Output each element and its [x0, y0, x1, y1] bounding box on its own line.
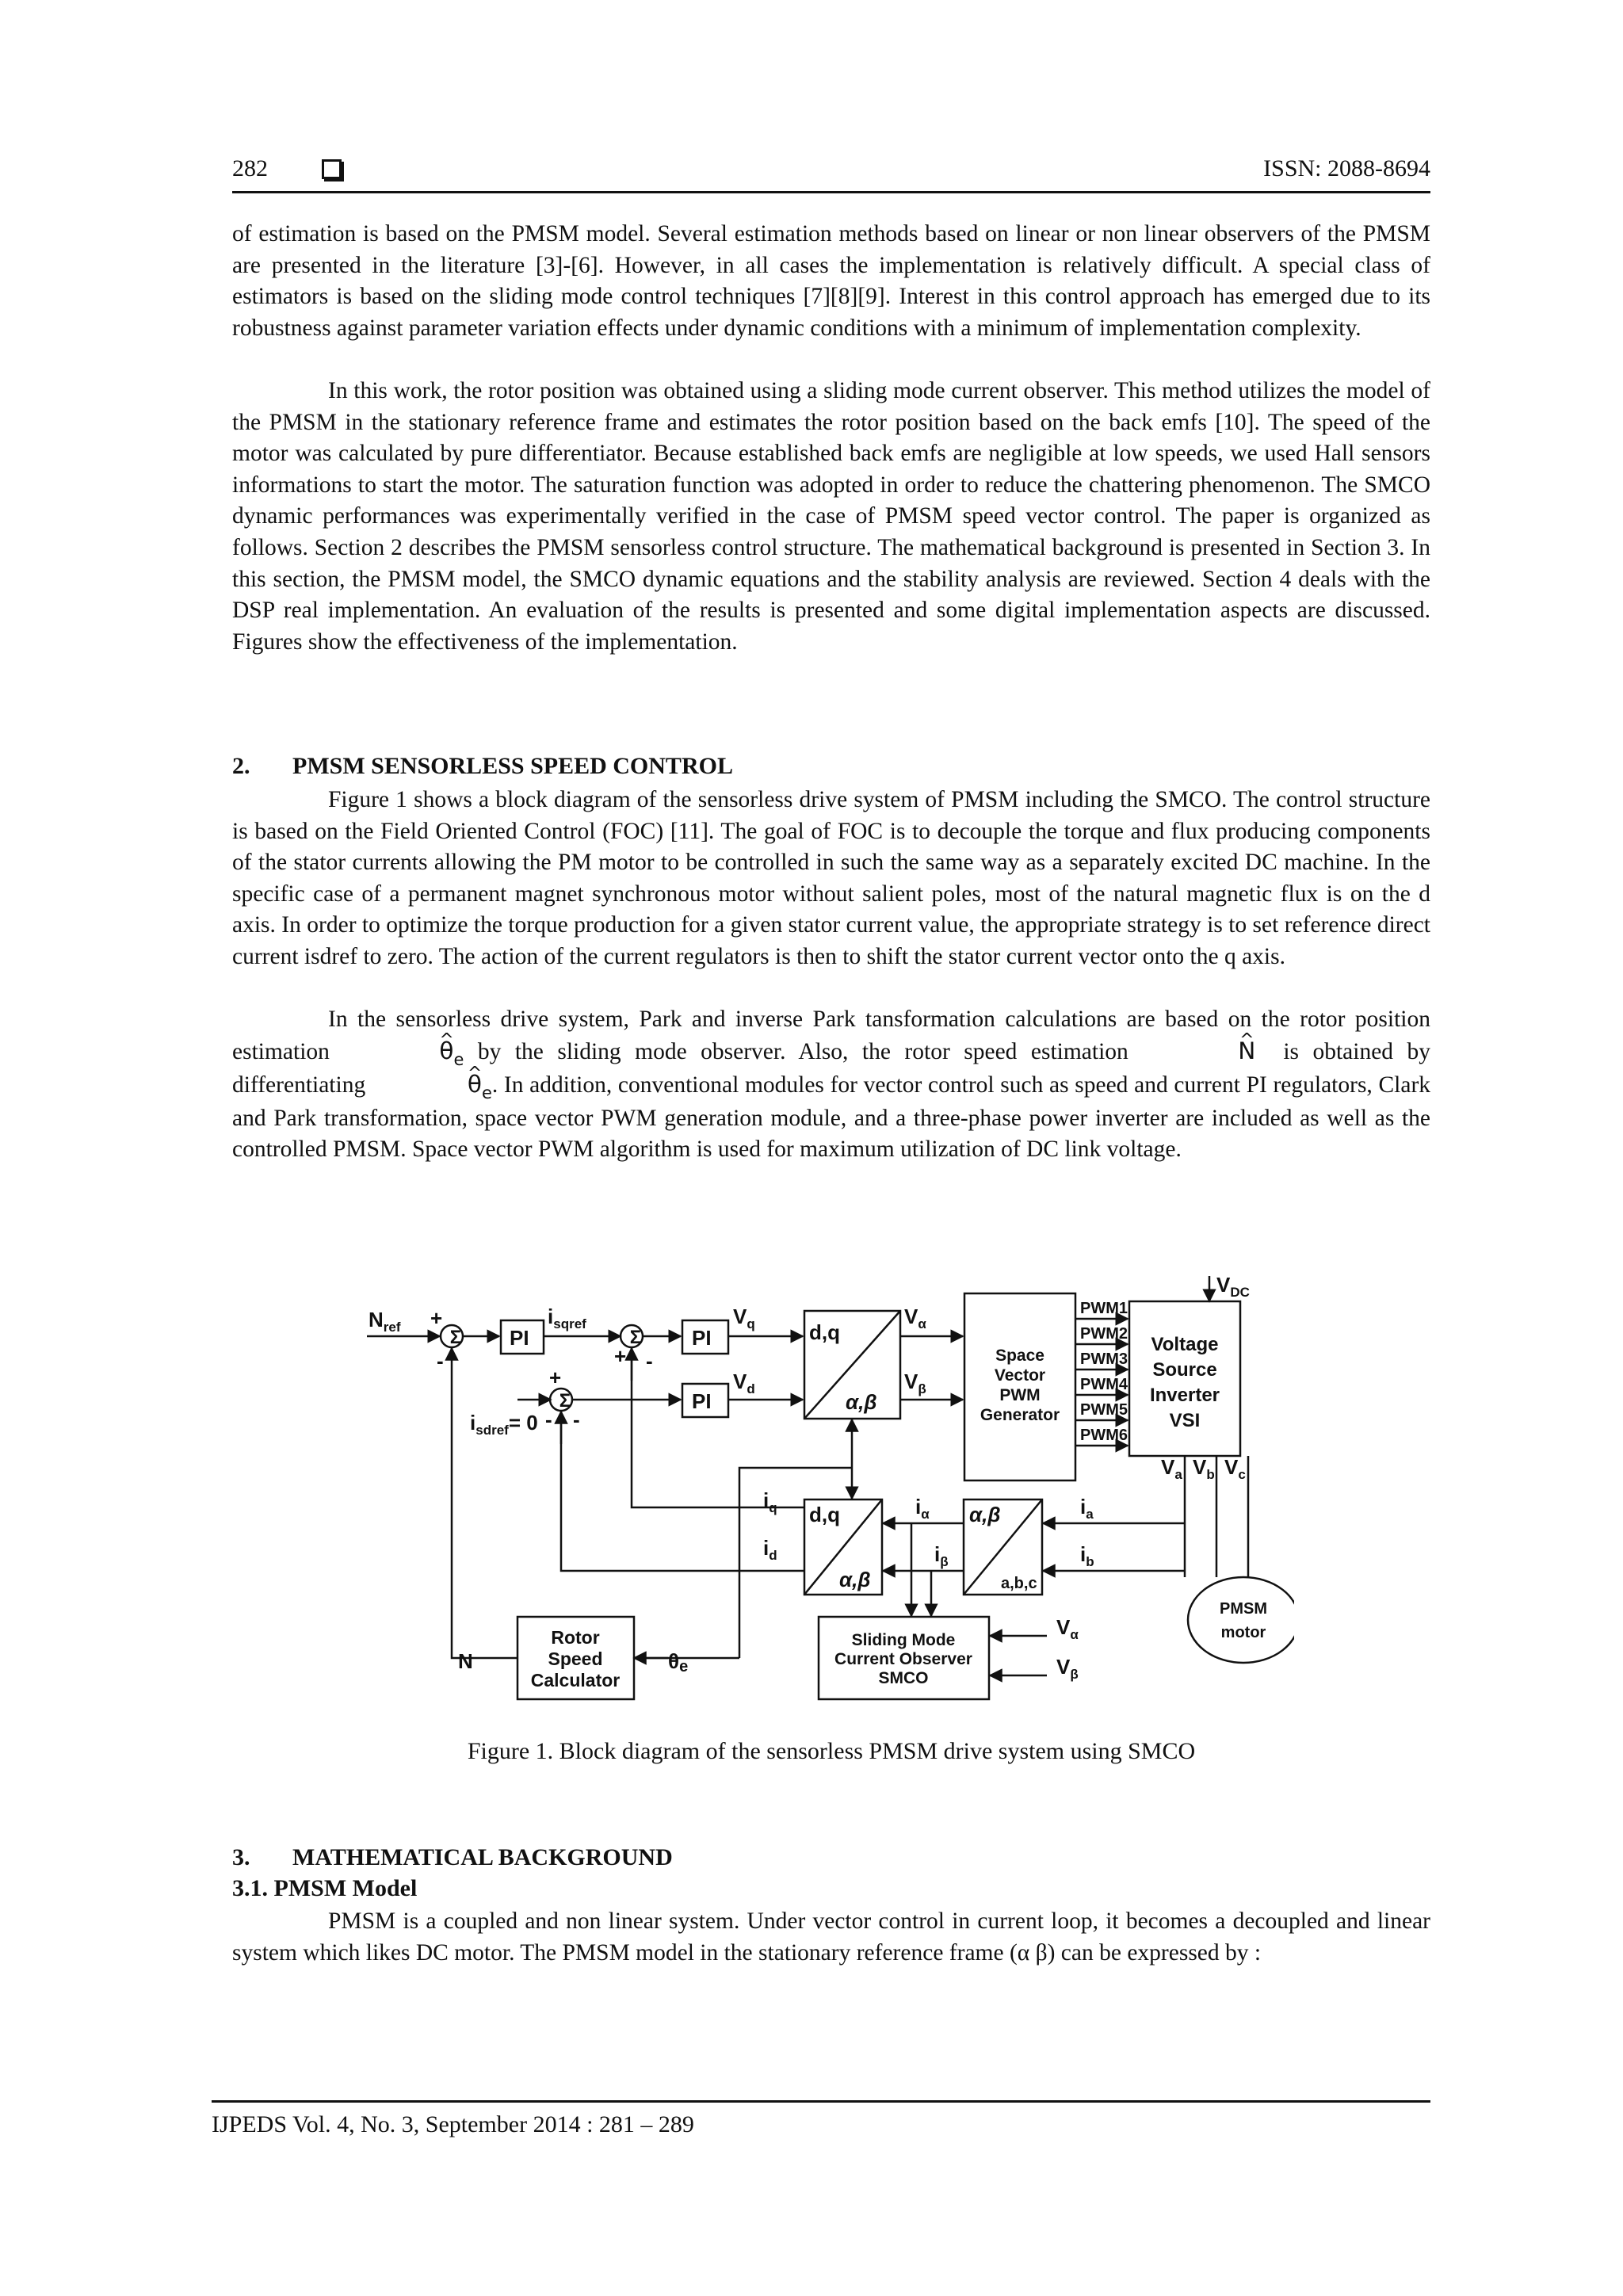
sv-pwm-line-1: Space — [995, 1347, 1044, 1365]
theta-hat-symbol: ^ θ — [372, 1069, 482, 1101]
pwm5-label: PWM5 — [1080, 1401, 1128, 1419]
clark-abc-label: a,b,c — [1001, 1575, 1037, 1592]
pi-q-label: PI — [692, 1326, 712, 1350]
minus-sign: - — [545, 1408, 552, 1431]
vsi-line-2: Source — [1152, 1359, 1217, 1381]
paragraph-2: In this work, the rotor position was obtained using a sliding mode current observer. This method utilizes the model of the PMSM in the stationary reference frame and estimates the rotor position based on the back emfs [10]. The speed of the motor was calculated by pure differentiator. Because established back emfs are negligible at low speeds, we used Hall sensors informations to start the motor. The saturation function was adopted in order to reduce the chattering phenomenon. The SMCO dynamic performances was experimentally verified in the case of PMSM speed vector control. The paper is organized as follows. Section 2 describes the PMSM sensorless control structure. The mathematical background is presented in Section 3. In this section, the PMSM model, the SMCO dynamic equations and the stability analysis are reviewed. Section 4 deals with the DSP real implementation. An evaluation of the results is presented and some digital implementation aspects are discussed. Figures show the effectiveness of the implementation. — [232, 378, 1430, 655]
sv-pwm-line-4: Generator — [980, 1406, 1060, 1424]
motor-line-2: motor — [1220, 1624, 1266, 1641]
section-3-heading: 3. MATHEMATICAL BACKGROUND — [232, 1844, 673, 1870]
rsc-line-3: Calculator — [530, 1670, 621, 1690]
block-diagram-figure — [367, 1270, 1294, 1706]
id-label: $i_d$ — [763, 1536, 777, 1563]
park-ab-label: α,β — [839, 1568, 871, 1591]
n-hat-label: N — [458, 1649, 473, 1673]
sv-pwm-line-3: PWM — [999, 1386, 1041, 1404]
sv-pwm-line-2: Vector — [994, 1366, 1046, 1385]
smco-line-2: Current Observer — [834, 1650, 972, 1668]
header-rule — [232, 191, 1430, 193]
footer-citation: IJPEDS Vol. 4, No. 3, September 2014 : 281 – 289 — [212, 2111, 694, 2137]
vbeta-smco-label: $V_\beta$ — [1056, 1655, 1079, 1682]
vsi-line-1: Voltage — [1151, 1334, 1219, 1355]
n-hat-symbol: ^ N — [1142, 1036, 1255, 1068]
pwm1-label: PWM1 — [1080, 1300, 1128, 1317]
valpha-smco-label: $V_\alpha$ — [1056, 1615, 1079, 1642]
smco-line-3: SMCO — [878, 1669, 929, 1687]
figure-caption: Figure 1. Block diagram of the sensorless PMSM drive system using SMCO — [467, 1738, 1196, 1764]
valpha-label: $V_\alpha$ — [904, 1305, 926, 1331]
nref-label: $N_{ref}$ — [369, 1308, 401, 1335]
ib-label: $i_b$ — [1080, 1542, 1094, 1569]
footer-rule — [212, 2100, 1430, 2103]
sum-junction-2-label: Σ — [629, 1327, 642, 1348]
vbeta-label: $V_\beta$ — [904, 1370, 926, 1396]
clark-ab-label: α,β — [969, 1503, 1001, 1526]
ia-label: $i_a$ — [1080, 1495, 1094, 1522]
minus-sign: - — [437, 1349, 444, 1373]
paragraph-3: Figure 1 shows a block diagram of the sensorless drive system of PMSM including the SMCO. The control structure is based on the Field Oriented Control (FOC) [11]. The goal of FOC is to decouple the torque and flux producing components of the stator currents allowing the PM motor to be controlled in such the same way as a separately excited DC machine. In the specific case of a permanent magnet synchronous motor without salient poles, most of the natural magnetic flux is on the d axis. In order to optimize the torque production for a given stator current value, the appropriate strategy is to set reference direct current isdref to zero. The action of the current regulators is then to shift the stator current vector onto the q axis. — [232, 787, 1430, 969]
park-dq-label: d,q — [809, 1503, 840, 1526]
rsc-line-2: Speed — [548, 1648, 603, 1669]
minus-sign: - — [573, 1408, 580, 1431]
pi-speed-label: PI — [510, 1326, 529, 1350]
issn: ISSN: 2088-8694 — [1263, 155, 1430, 181]
isqref-label: $i_{sqref}$ — [548, 1305, 586, 1331]
iq-label: $i_q$ — [763, 1488, 777, 1515]
vb-label: $V_b$ — [1193, 1455, 1215, 1482]
vsi-line-4: VSI — [1169, 1410, 1201, 1431]
inv-park-dq-label: d,q — [809, 1320, 840, 1344]
plus-sign: + — [614, 1344, 627, 1368]
theta-hat-label: θe — [668, 1649, 689, 1675]
motor-line-1: PMSM — [1220, 1600, 1267, 1618]
vdc-label: $V_{DC}$ — [1216, 1273, 1250, 1300]
page-number: 282 — [232, 155, 268, 181]
smco-line-1: Sliding Mode — [851, 1631, 956, 1649]
pwm2-label: PWM2 — [1080, 1325, 1128, 1343]
paragraph-1: of estimation is based on the PMSM model. Several estimation methods based on linear or non linear observers of the PMSM are presented in the literature [3]-[6]. However, in all cases the implementation is relatively difficult. A special class of estimators is based on the sliding mode control techniques [7][8][9]. Interest in this control approach has emerged due to its robustness against parameter variation effects under dynamic conditions with a minimum of implementation complexity. — [232, 221, 1430, 341]
ibeta-label: $i_\beta$ — [934, 1542, 949, 1569]
minus-sign: - — [646, 1349, 653, 1373]
checkbox-square-icon — [322, 159, 342, 179]
pwm6-label: PWM6 — [1080, 1427, 1128, 1444]
pi-d-label: PI — [692, 1389, 712, 1413]
pwm3-label: PWM3 — [1080, 1350, 1128, 1368]
vc-label: $V_c$ — [1224, 1455, 1246, 1482]
plus-sign: + — [430, 1306, 443, 1330]
pwm4-label: PWM4 — [1080, 1376, 1128, 1393]
sum-junction-1-label: Σ — [449, 1327, 462, 1348]
section-3-1-heading: 3.1. PMSM Model — [232, 1875, 418, 1901]
ialpha-label: $i_\alpha$ — [915, 1495, 930, 1522]
isdref-label: $i_{sdref}= 0$ — [470, 1411, 538, 1438]
vd-label: $V_d$ — [733, 1370, 755, 1396]
page-header — [232, 155, 1430, 190]
paragraph-5: PMSM is a coupled and non linear system. Under vector control in current loop, it becomes a decoupled and linear system which likes DC motor. The PMSM model in the stationary reference frame (α β) can be expressed by : — [232, 1908, 1430, 1966]
plus-sign: + — [549, 1366, 562, 1389]
paragraph-4: In the sensorless drive system, Park and inverse Park tansformation calculations are based on the rotor position estimation ^ $\theta_e$ by the sliding mode observer. Also, the rotor speed estimation ^ N is obtained by differentiating ^ $\theta_e$. In addition, conventional modules for vector control such as speed and current PI regulators, Clark and Park transformation, space vector PWM generation module, and a three-phase power inverter are included as well as the controlled PMSM. Space vector PWM algorithm is used for maximum utilization of DC link voltage. — [232, 1004, 1430, 1166]
vq-label: $V_q$ — [733, 1305, 755, 1331]
inv-park-ab-label: α,β — [846, 1390, 877, 1414]
section-2-heading: 2. PMSM SENSORLESS SPEED CONTROL — [232, 753, 733, 779]
vsi-line-3: Inverter — [1149, 1385, 1220, 1406]
va-label: $V_a$ — [1161, 1455, 1182, 1482]
sum-junction-3-label: Σ — [559, 1390, 571, 1412]
theta-hat-symbol: ^ θ — [343, 1036, 453, 1068]
rsc-line-1: Rotor — [551, 1627, 600, 1648]
